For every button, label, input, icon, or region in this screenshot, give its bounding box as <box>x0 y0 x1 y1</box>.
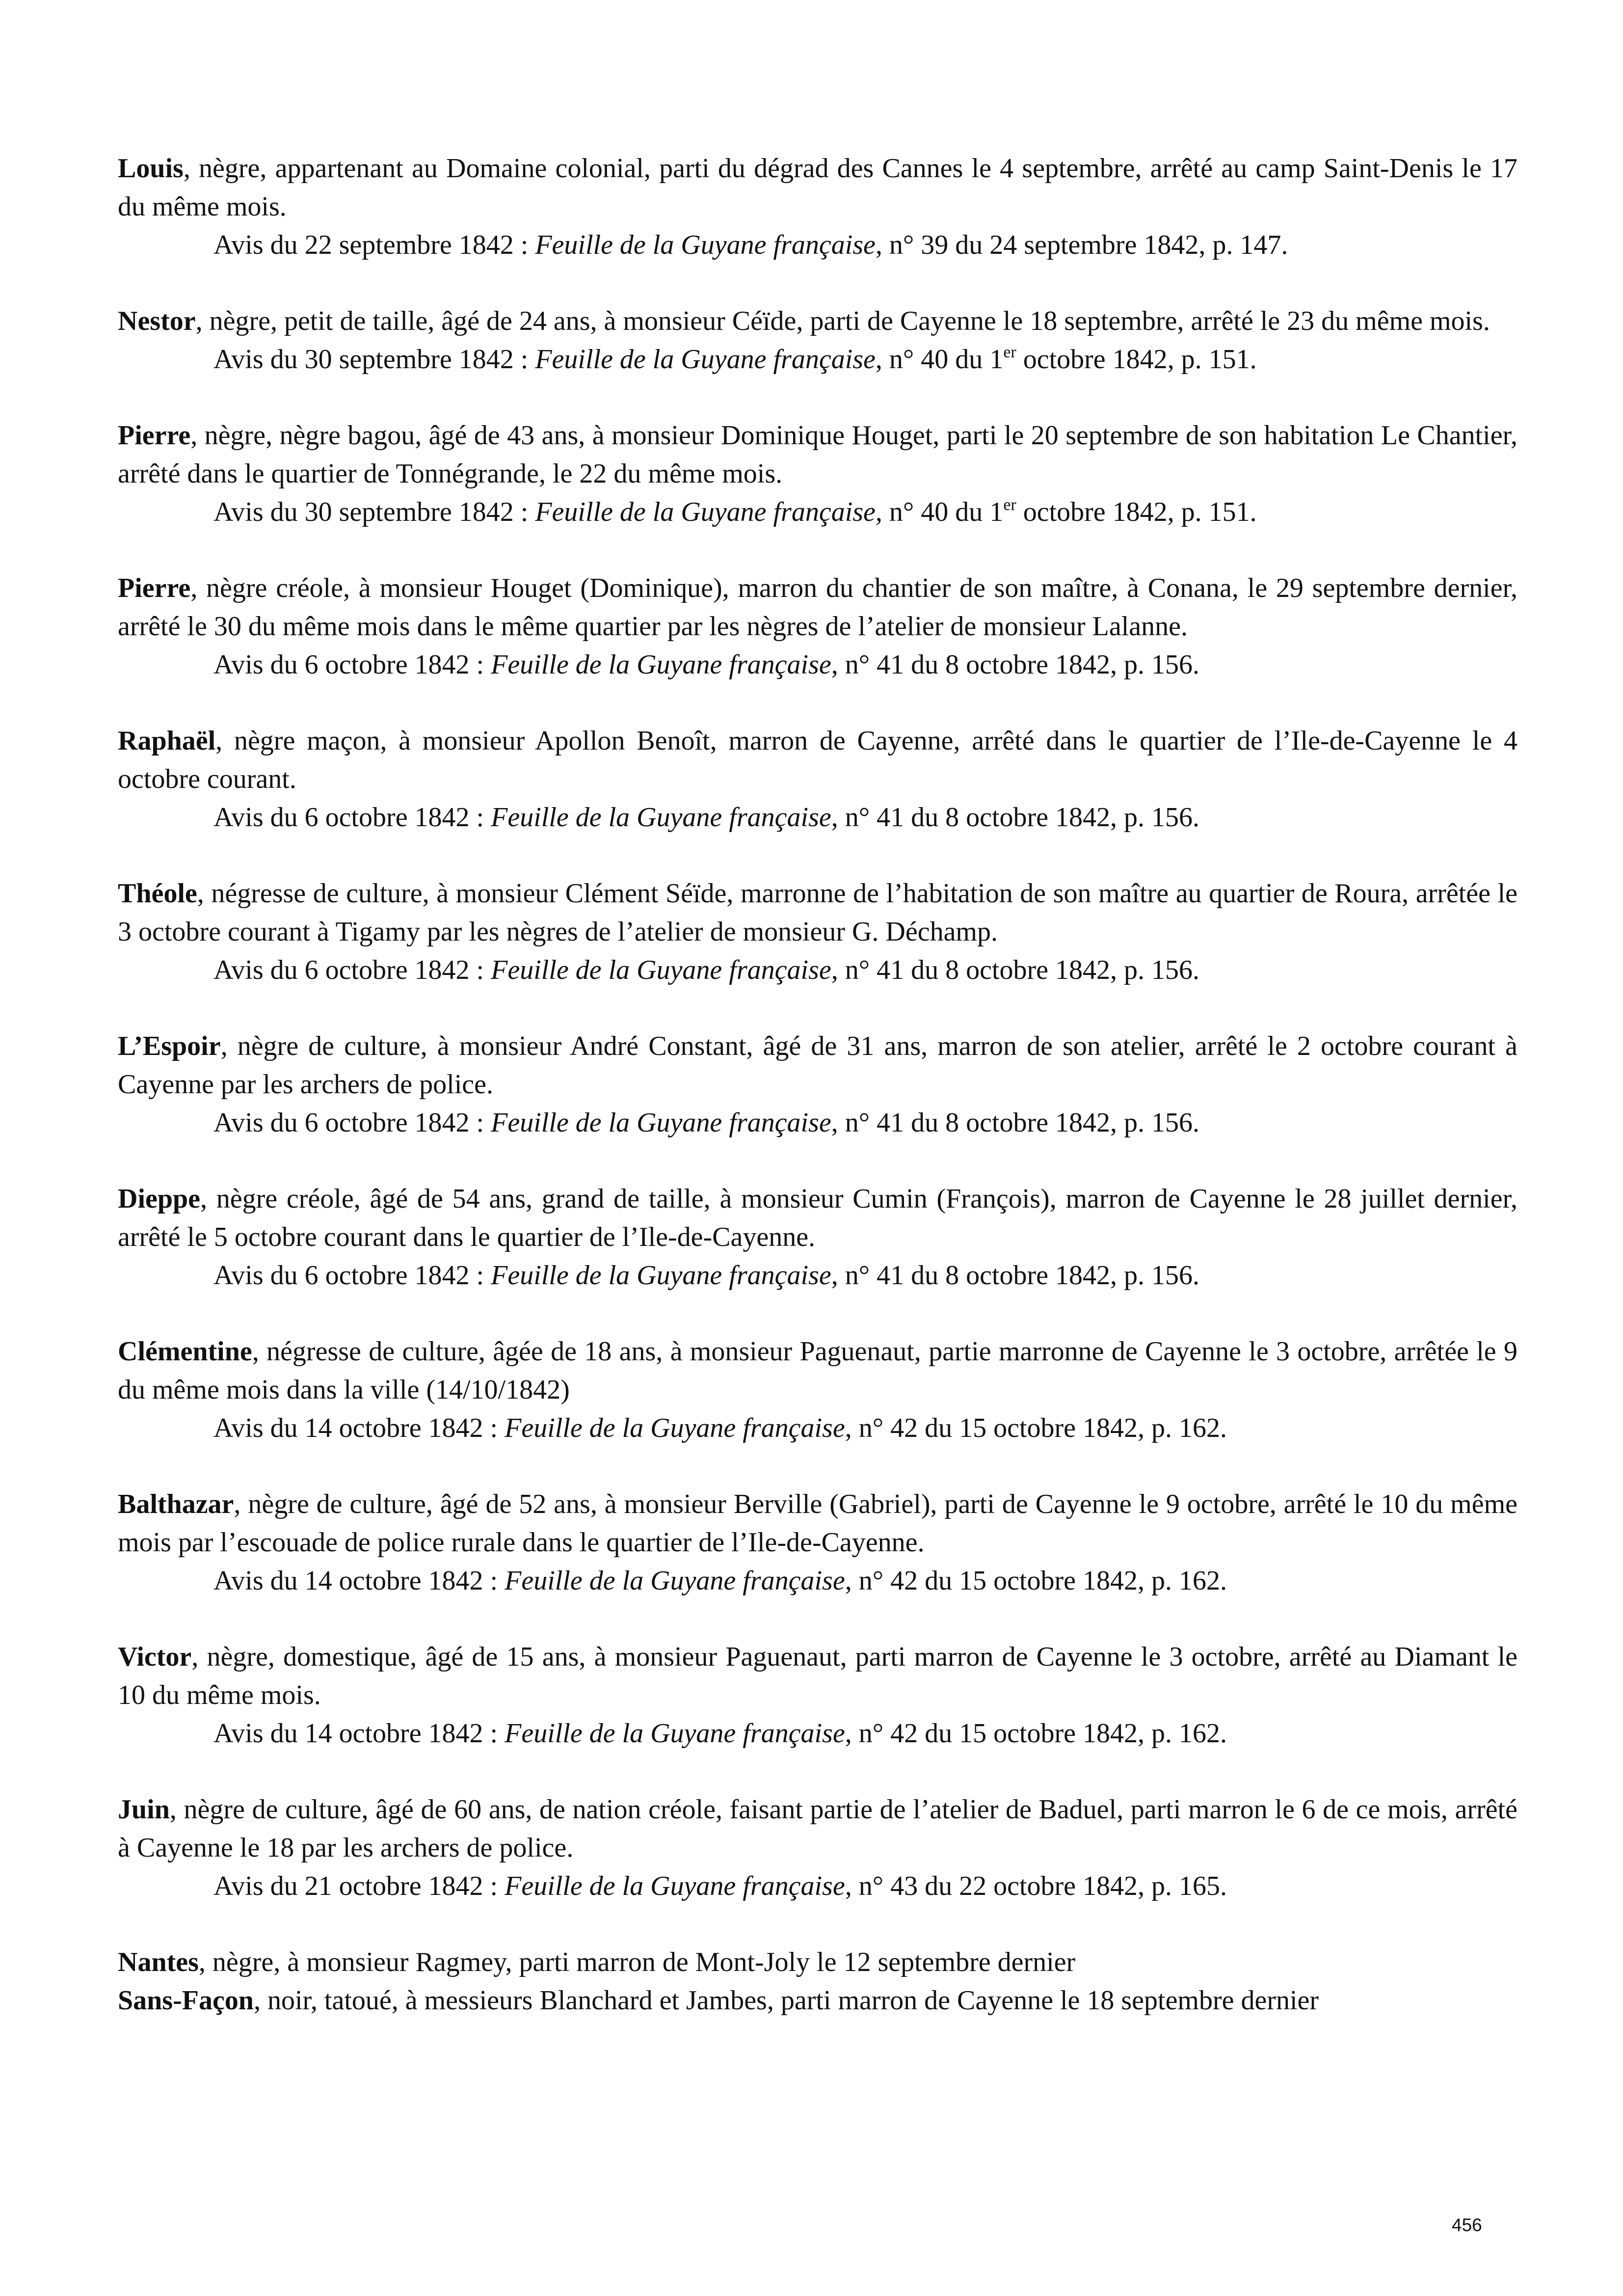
notice-text: , nègre, à monsieur Ragmey, parti marron de Mont-Joly le 12 septembre dernier <box>198 1947 1076 1977</box>
notice-text: , nègre créole, âgé de 54 ans, grand de taille, à monsieur Cumin (François), marron de Cayenne le 28 juillet dernier, arrêté le 5 octobre courant dans le quartier de l’Ile-de-Cayenne. <box>118 1184 1517 1252</box>
citation-prefix: Avis du 6 octobre 1842 : <box>213 1260 491 1291</box>
notice-entry <box>118 1638 1517 1753</box>
notice-entry <box>118 1790 1517 1905</box>
citation-journal: Feuille de la Guyane française <box>505 1566 845 1596</box>
notice-description <box>118 1638 1517 1714</box>
notice-entry <box>118 416 1517 531</box>
citation-prefix: Avis du 14 octobre 1842 : <box>213 1566 505 1596</box>
citation-suffix: octobre 1842, p. 151. <box>1016 344 1257 375</box>
citation-prefix: Avis du 21 octobre 1842 : <box>213 1871 505 1901</box>
notice-name: Louis <box>118 153 184 184</box>
notice-text: , négresse de culture, âgée de 18 ans, à monsieur Paguenaut, partie marronne de Cayenne le 3 octobre, arrêtée le 9 du même mois dans la ville (14/10/1842) <box>118 1336 1517 1405</box>
citation-details: , n° 42 du 15 octobre 1842, p. 162. <box>845 1718 1227 1749</box>
citation-journal: Feuille de la Guyane française <box>535 344 876 375</box>
citation-prefix: Avis du 22 septembre 1842 : <box>213 230 535 260</box>
notice-entry <box>118 1485 1517 1600</box>
citation-superscript: er <box>1003 343 1016 361</box>
notice-text: , nègre de culture, âgé de 60 ans, de nation créole, faisant partie de l’atelier de Baduel, parti marron le 6 de ce mois, arrêté à Cayenne le 18 par les archers de police. <box>118 1794 1517 1863</box>
notice-citation <box>213 1714 1517 1753</box>
notice-text: , nègre, nègre bagou, âgé de 43 ans, à monsieur Dominique Houget, parti le 20 septembre de son habitation Le Chantier, arrêté dans le quartier de Tonnégrande, le 22 du même mois. <box>118 420 1517 489</box>
citation-journal: Feuille de la Guyane française <box>491 802 831 833</box>
citation-journal: Feuille de la Guyane française <box>505 1718 845 1749</box>
notice-citation <box>213 951 1517 989</box>
notice-entry <box>118 1027 1517 1142</box>
notice-citation <box>213 646 1517 684</box>
citation-details: , n° 40 du 1 <box>875 497 1004 527</box>
notice-description <box>118 1332 1517 1409</box>
notice-name: L’Espoir <box>118 1031 221 1061</box>
citation-journal: Feuille de la Guyane française <box>491 649 831 680</box>
notice-description <box>118 1180 1517 1256</box>
citation-prefix: Avis du 30 septembre 1842 : <box>213 344 535 375</box>
citation-prefix: Avis du 14 octobre 1842 : <box>213 1413 505 1443</box>
notice-citation <box>213 1104 1517 1142</box>
notice-name: Théole <box>118 878 197 909</box>
notice-entry <box>118 1332 1517 1447</box>
citation-journal: Feuille de la Guyane française <box>491 1107 831 1138</box>
notice-name: Sans-Façon <box>118 1985 254 2016</box>
notice-citation <box>213 340 1517 378</box>
notice-text: , nègre de culture, âgé de 52 ans, à monsieur Berville (Gabriel), parti de Cayenne le 9 octobre, arrêté le 10 du même mois par l’escouade de police rurale dans le quartier de l’Ile-de-Cayenne. <box>118 1489 1517 1558</box>
notice-citation <box>213 1562 1517 1600</box>
notice-text: , nègre de culture, à monsieur André Constant, âgé de 31 ans, marron de son atelier, arrêté le 2 octobre courant à Cayenne par les archers de police. <box>118 1031 1517 1100</box>
notice-citation <box>213 493 1517 531</box>
notice-name: Dieppe <box>118 1184 200 1214</box>
notice-citation <box>213 226 1517 264</box>
notice-text: , nègre, domestique, âgé de 15 ans, à monsieur Paguenaut, parti marron de Cayenne le 3 octobre, arrêté au Diamant le 10 du même mois. <box>118 1642 1517 1710</box>
citation-prefix: Avis du 30 septembre 1842 : <box>213 497 535 527</box>
notice-description <box>118 1485 1517 1562</box>
citation-details: , n° 43 du 22 octobre 1842, p. 165. <box>845 1871 1227 1901</box>
notice-name: Clémentine <box>118 1336 252 1367</box>
notice-entry <box>118 722 1517 837</box>
citation-details: , n° 39 du 24 septembre 1842, p. 147. <box>875 230 1288 260</box>
citation-journal: Feuille de la Guyane française <box>505 1871 845 1901</box>
citation-suffix: octobre 1842, p. 151. <box>1016 497 1257 527</box>
notice-description <box>118 149 1517 226</box>
citation-prefix: Avis du 14 octobre 1842 : <box>213 1718 505 1749</box>
notice-entry <box>118 1180 1517 1295</box>
notice-entry <box>118 149 1517 264</box>
page-number: 456 <box>1452 2215 1482 2235</box>
notice-description <box>118 1790 1517 1867</box>
notice-description <box>118 722 1517 798</box>
citation-journal: Feuille de la Guyane française <box>505 1413 845 1443</box>
notice-description <box>118 416 1517 493</box>
notice-description <box>118 874 1517 951</box>
notice-name: Raphaël <box>118 726 216 756</box>
notice-entry <box>118 1981 1517 2020</box>
notice-entry <box>118 302 1517 378</box>
notice-name: Nestor <box>118 306 196 336</box>
notice-name: Pierre <box>118 573 191 603</box>
notice-text: , nègre, appartenant au Domaine colonial, parti du dégrad des Cannes le 4 septembre, arrêté au camp Saint-Denis le 17 du même mois. <box>118 153 1517 222</box>
notice-name: Balthazar <box>118 1489 234 1519</box>
notice-entry <box>118 874 1517 989</box>
notice-description <box>118 1981 1517 2020</box>
citation-prefix: Avis du 6 octobre 1842 : <box>213 1107 491 1138</box>
notice-text: , nègre, petit de taille, âgé de 24 ans, à monsieur Céïde, parti de Cayenne le 18 septembre, arrêté le 23 du même mois. <box>195 306 1490 336</box>
citation-prefix: Avis du 6 octobre 1842 : <box>213 955 491 985</box>
citation-details: , n° 41 du 8 octobre 1842, p. 156. <box>831 1107 1200 1138</box>
notice-name: Juin <box>118 1794 170 1825</box>
notice-description <box>118 302 1517 340</box>
notice-citation <box>213 1867 1517 1905</box>
notice-description <box>118 1027 1517 1104</box>
citation-details: , n° 41 du 8 octobre 1842, p. 156. <box>831 802 1200 833</box>
citation-journal: Feuille de la Guyane française <box>535 230 876 260</box>
notice-text: , nègre créole, à monsieur Houget (Dominique), marron du chantier de son maître, à Conana, le 29 septembre dernier, arrêté le 30 du même mois dans le même quartier par les nègres de l’atelier de monsieur Lalanne. <box>118 573 1517 642</box>
notice-citation <box>213 1256 1517 1295</box>
citation-prefix: Avis du 6 octobre 1842 : <box>213 649 491 680</box>
notice-entry <box>118 569 1517 684</box>
citation-details: , n° 42 du 15 octobre 1842, p. 162. <box>845 1413 1227 1443</box>
citation-details: , n° 41 du 8 octobre 1842, p. 156. <box>831 955 1200 985</box>
page-body <box>118 149 1517 2020</box>
citation-details: , n° 41 du 8 octobre 1842, p. 156. <box>831 1260 1200 1291</box>
citation-journal: Feuille de la Guyane française <box>491 1260 831 1291</box>
notice-text: , négresse de culture, à monsieur Clément Séïde, marronne de l’habitation de son maître au quartier de Roura, arrêtée le 3 octobre courant à Tigamy par les nègres de l’atelier de monsieur G. Déchamp. <box>118 878 1517 947</box>
notice-citation <box>213 798 1517 837</box>
notice-text: , nègre maçon, à monsieur Apollon Benoît, marron de Cayenne, arrêté dans le quartier de l’Ile-de-Cayenne le 4 octobre courant. <box>118 726 1517 794</box>
citation-details: , n° 42 du 15 octobre 1842, p. 162. <box>845 1566 1227 1596</box>
notice-citation <box>213 1409 1517 1447</box>
notice-description <box>118 1943 1517 1981</box>
citation-journal: Feuille de la Guyane française <box>535 497 876 527</box>
notice-text: , noir, tatoué, à messieurs Blanchard et Jambes, parti marron de Cayenne le 18 septembre dernier <box>253 1985 1319 2016</box>
citation-details: , n° 40 du 1 <box>875 344 1004 375</box>
citation-superscript: er <box>1003 496 1016 514</box>
notice-name: Victor <box>118 1642 192 1672</box>
citation-details: , n° 41 du 8 octobre 1842, p. 156. <box>831 649 1200 680</box>
citation-prefix: Avis du 6 octobre 1842 : <box>213 802 491 833</box>
notice-entry <box>118 1943 1517 1981</box>
notice-name: Pierre <box>118 420 191 451</box>
notice-description <box>118 569 1517 646</box>
notice-name: Nantes <box>118 1947 199 1977</box>
citation-journal: Feuille de la Guyane française <box>491 955 831 985</box>
